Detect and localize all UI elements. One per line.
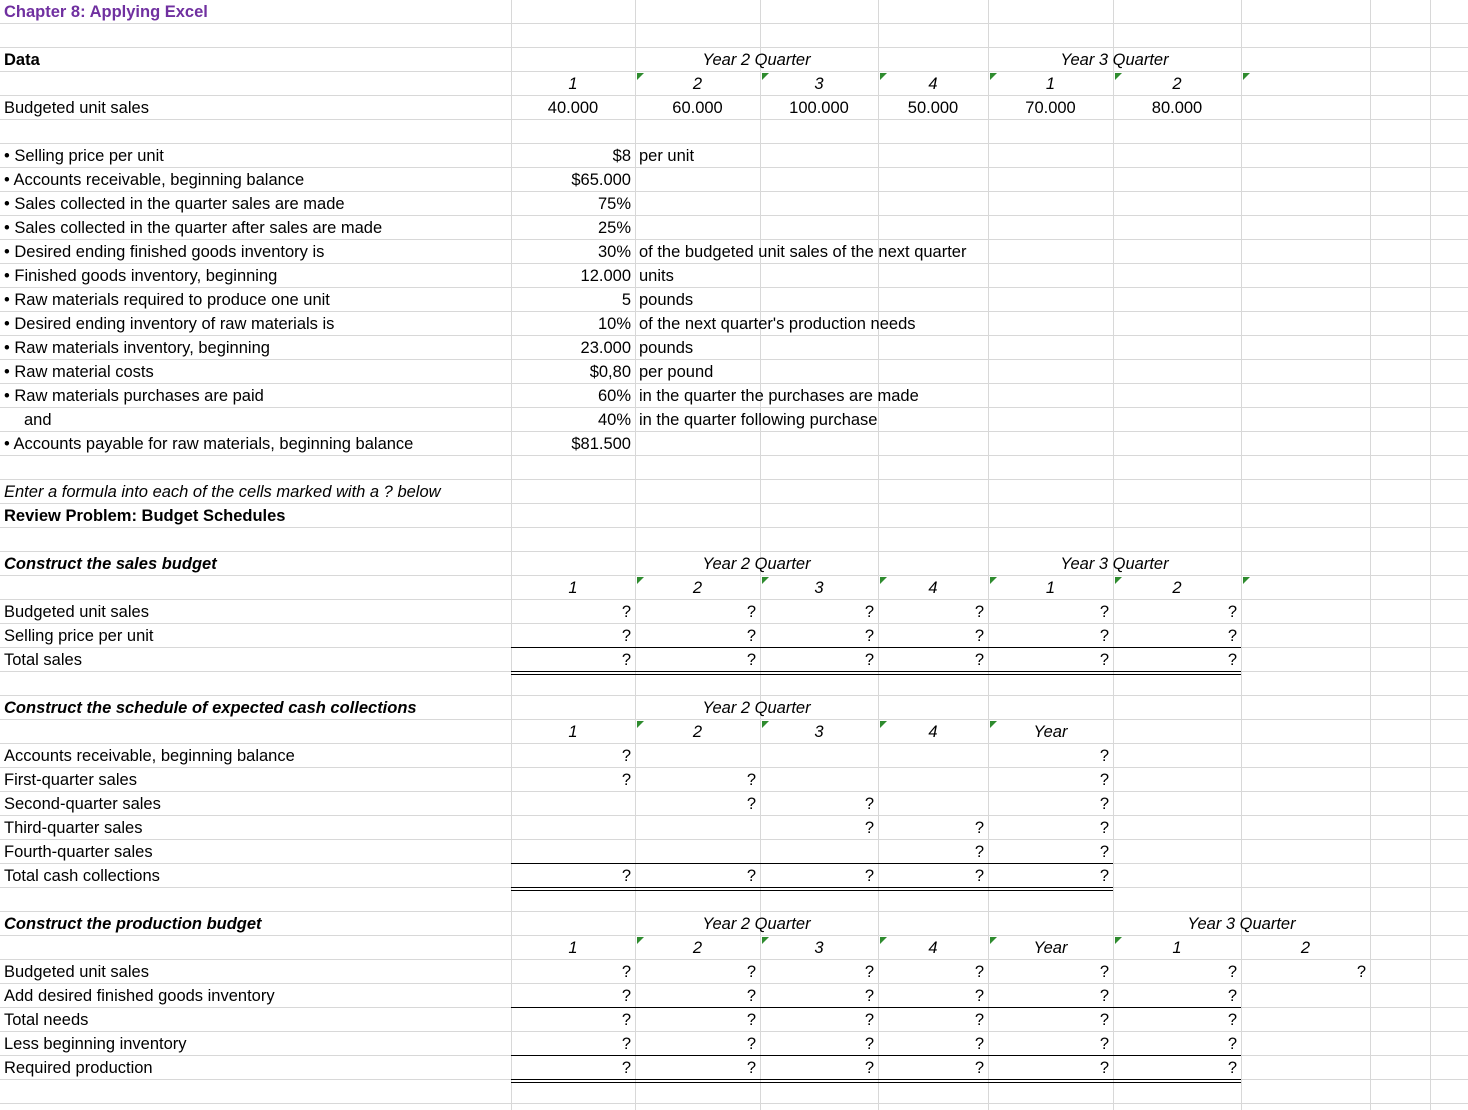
production-row-label[interactable]: Required production xyxy=(4,1059,153,1077)
parameter-value[interactable]: 75% xyxy=(597,195,631,213)
parameter-note[interactable]: pounds xyxy=(639,339,694,357)
total-border xyxy=(511,887,1113,888)
parameter-value[interactable]: 12.000 xyxy=(580,267,631,285)
quarter-header[interactable]: 2 xyxy=(1300,939,1311,957)
formula-cell[interactable]: ? xyxy=(621,771,631,789)
quarter-header[interactable]: 3 xyxy=(814,75,824,93)
formula-cell[interactable]: ? xyxy=(864,1011,874,1029)
parameter-label[interactable]: • Sales collected in the quarter sales are made xyxy=(4,195,345,213)
quarter-header[interactable]: 2 xyxy=(692,939,703,957)
quarter-header[interactable]: 1 xyxy=(568,723,578,741)
parameter-value[interactable]: 23.000 xyxy=(580,339,631,357)
total-border xyxy=(511,863,1113,864)
formula-cell[interactable]: ? xyxy=(746,1035,756,1053)
parameter-note[interactable]: per unit xyxy=(639,147,695,165)
formula-cell[interactable]: ? xyxy=(864,603,874,621)
quarter-header[interactable]: 1 xyxy=(1172,939,1182,957)
parameter-value[interactable]: $0,80 xyxy=(589,363,631,381)
formula-cell[interactable]: ? xyxy=(864,1059,874,1077)
budgeted-unit-sales-value[interactable]: 80.000 xyxy=(1151,99,1203,117)
quarter-header[interactable]: 1 xyxy=(1045,579,1056,597)
review-problem-title[interactable]: Review Problem: Budget Schedules xyxy=(4,507,286,525)
formula-cell[interactable]: ? xyxy=(864,1035,874,1053)
year3-quarter-header[interactable]: Year 3 Quarter xyxy=(1060,51,1169,69)
budgeted-unit-sales-value[interactable]: 60.000 xyxy=(672,99,723,117)
cash-collections-title[interactable]: Construct the schedule of expected cash collections xyxy=(4,699,417,717)
formula-cell[interactable]: ? xyxy=(746,795,756,813)
production-year3-header[interactable]: Year 3 Quarter xyxy=(1187,915,1296,933)
sales-row-label[interactable]: Selling price per unit xyxy=(4,627,154,645)
production-row-label[interactable]: Less beginning inventory xyxy=(4,1035,187,1053)
error-indicator-icon xyxy=(1243,73,1250,80)
formula-cell[interactable]: ? xyxy=(974,819,984,837)
parameter-value[interactable]: 60% xyxy=(597,387,631,405)
formula-cell[interactable]: ? xyxy=(974,1059,984,1077)
total-border xyxy=(511,890,1113,891)
budgeted-unit-sales-value[interactable]: 50.000 xyxy=(907,99,959,117)
formula-cell[interactable]: ? xyxy=(621,1059,631,1077)
budgeted-unit-sales-label[interactable]: Budgeted unit sales xyxy=(4,99,149,117)
formula-cell[interactable]: ? xyxy=(974,1011,984,1029)
production-budget-title[interactable]: Construct the production budget xyxy=(4,915,262,933)
formula-cell[interactable]: ? xyxy=(1099,651,1109,669)
parameter-note[interactable]: of the budgeted unit sales of the next quarter xyxy=(639,243,967,261)
parameter-note[interactable]: per pound xyxy=(639,363,714,381)
quarter-header[interactable]: 4 xyxy=(928,579,938,597)
formula-cell[interactable]: ? xyxy=(621,1035,631,1053)
parameter-label[interactable]: • Raw materials inventory, beginning xyxy=(4,339,270,357)
production-year-header[interactable]: Year xyxy=(1033,939,1068,957)
quarter-header[interactable]: 4 xyxy=(928,75,938,93)
formula-cell[interactable]: ? xyxy=(746,603,756,621)
cash-row-label[interactable]: Accounts receivable, beginning balance xyxy=(4,747,295,765)
formula-cell[interactable]: ? xyxy=(746,771,756,789)
formula-cell[interactable]: ? xyxy=(621,867,631,885)
parameter-value[interactable]: $81.500 xyxy=(571,435,631,453)
sales-year3-header[interactable]: Year 3 Quarter xyxy=(1060,555,1169,573)
parameter-label[interactable]: • Selling price per unit xyxy=(4,147,164,165)
sales-row-label[interactable]: Total sales xyxy=(4,651,82,669)
sales-budget-title[interactable]: Construct the sales budget xyxy=(4,555,217,573)
parameter-label[interactable]: • Raw materials purchases are paid xyxy=(4,387,264,405)
sales-row-label[interactable]: Budgeted unit sales xyxy=(4,603,149,621)
cash-row-label[interactable]: First-quarter sales xyxy=(4,771,137,789)
cash-year-header[interactable]: Year xyxy=(1033,723,1068,741)
quarter-header[interactable]: 4 xyxy=(928,723,938,741)
parameter-value[interactable]: 25% xyxy=(597,219,631,237)
formula-cell[interactable]: ? xyxy=(621,651,631,669)
parameter-note[interactable]: in the quarter the purchases are made xyxy=(639,387,919,405)
formula-cell[interactable]: ? xyxy=(974,843,984,861)
section-label-data[interactable]: Data xyxy=(4,51,40,69)
total-border xyxy=(511,1007,1241,1008)
budgeted-unit-sales-value[interactable]: 40.000 xyxy=(547,99,599,117)
formula-cell[interactable]: ? xyxy=(746,867,756,885)
quarter-header[interactable]: 4 xyxy=(928,939,938,957)
gridline-col xyxy=(1370,0,1371,1110)
parameter-label[interactable]: • Raw materials required to produce one unit xyxy=(4,291,330,309)
cash-year2-header[interactable]: Year 2 Quarter xyxy=(702,699,811,717)
production-year2-header[interactable]: Year 2 Quarter xyxy=(702,915,811,933)
parameter-label[interactable]: • Raw material costs xyxy=(4,363,154,381)
formula-cell[interactable]: ? xyxy=(974,963,984,981)
parameter-value[interactable]: 40% xyxy=(597,411,631,429)
formula-cell[interactable]: ? xyxy=(1356,963,1366,981)
error-indicator-icon xyxy=(1243,577,1250,584)
parameter-label[interactable]: • Desired ending finished goods inventory is xyxy=(4,243,325,261)
formula-cell[interactable]: ? xyxy=(1099,627,1109,645)
formula-cell[interactable]: ? xyxy=(621,987,631,1005)
parameter-label[interactable]: • Accounts payable for raw materials, beginning balance xyxy=(4,435,414,453)
quarter-header[interactable]: 3 xyxy=(814,939,824,957)
formula-cell[interactable]: ? xyxy=(1099,603,1109,621)
formula-cell[interactable]: ? xyxy=(974,867,984,885)
quarter-header[interactable]: 1 xyxy=(568,579,578,597)
formula-cell[interactable]: ? xyxy=(974,651,984,669)
formula-cell[interactable]: ? xyxy=(864,987,874,1005)
formula-cell[interactable]: ? xyxy=(1099,819,1109,837)
quarter-header[interactable]: 3 xyxy=(814,579,824,597)
gridline-col xyxy=(1430,0,1431,1110)
formula-cell[interactable]: ? xyxy=(621,963,631,981)
formula-cell[interactable]: ? xyxy=(1227,1035,1237,1053)
sales-year2-header[interactable]: Year 2 Quarter xyxy=(702,555,811,573)
parameter-note[interactable]: of the next quarter's production needs xyxy=(639,315,916,333)
formula-cell[interactable]: ? xyxy=(1227,963,1237,981)
cash-row-label[interactable]: Total cash collections xyxy=(4,867,160,885)
formula-cell[interactable]: ? xyxy=(864,795,874,813)
formula-cell[interactable]: ? xyxy=(621,627,631,645)
parameter-value[interactable]: 30% xyxy=(597,243,631,261)
production-row-label[interactable]: Add desired finished goods inventory xyxy=(4,987,275,1005)
formula-cell[interactable]: ? xyxy=(1099,747,1109,765)
formula-cell[interactable]: ? xyxy=(1099,1059,1109,1077)
formula-cell[interactable]: ? xyxy=(746,987,756,1005)
formula-cell[interactable]: ? xyxy=(864,627,874,645)
formula-cell[interactable]: ? xyxy=(1099,843,1109,861)
formula-cell[interactable]: ? xyxy=(1099,1011,1109,1029)
formula-cell[interactable]: ? xyxy=(1099,1035,1109,1053)
formula-cell[interactable]: ? xyxy=(746,963,756,981)
formula-cell[interactable]: ? xyxy=(1227,651,1237,669)
formula-cell[interactable]: ? xyxy=(1099,771,1109,789)
instruction-text[interactable]: Enter a formula into each of the cells marked with a ? below xyxy=(4,483,441,501)
quarter-header[interactable]: 2 xyxy=(1172,579,1182,597)
production-row-label[interactable]: Total needs xyxy=(4,1011,89,1029)
formula-cell[interactable]: ? xyxy=(1227,627,1237,645)
formula-cell[interactable]: ? xyxy=(621,603,631,621)
quarter-header[interactable]: 1 xyxy=(568,939,578,957)
parameter-value[interactable]: 5 xyxy=(621,291,631,309)
year2-quarter-header[interactable]: Year 2 Quarter xyxy=(702,51,811,69)
formula-cell[interactable]: ? xyxy=(864,651,874,669)
cash-row-label[interactable]: Third-quarter sales xyxy=(4,819,143,837)
total-border xyxy=(511,1079,1241,1080)
formula-cell[interactable]: ? xyxy=(1099,867,1109,885)
total-border xyxy=(511,671,1241,672)
quarter-header[interactable]: 2 xyxy=(692,579,703,597)
quarter-header[interactable]: 2 xyxy=(692,75,703,93)
quarter-header[interactable]: 1 xyxy=(1045,75,1056,93)
quarter-header[interactable]: 1 xyxy=(568,75,578,93)
parameter-value[interactable]: 10% xyxy=(597,315,631,333)
page-title[interactable]: Chapter 8: Applying Excel xyxy=(4,3,208,21)
formula-cell[interactable]: ? xyxy=(746,1011,756,1029)
cash-row-label[interactable]: Second-quarter sales xyxy=(4,795,161,813)
gridline-row xyxy=(0,1103,1468,1104)
formula-cell[interactable]: ? xyxy=(1227,987,1237,1005)
parameter-label[interactable]: • Accounts receivable, beginning balance xyxy=(4,171,305,189)
production-row-label[interactable]: Budgeted unit sales xyxy=(4,963,149,981)
quarter-header[interactable]: 2 xyxy=(1172,75,1182,93)
formula-cell[interactable]: ? xyxy=(621,1011,631,1029)
total-border xyxy=(511,1055,1241,1056)
total-border xyxy=(511,647,1241,648)
cash-row-label[interactable]: Fourth-quarter sales xyxy=(4,843,153,861)
budgeted-unit-sales-value[interactable]: 100.000 xyxy=(789,99,849,117)
formula-cell[interactable]: ? xyxy=(1227,1059,1237,1077)
parameter-label[interactable]: • Sales collected in the quarter after sales are made xyxy=(4,219,383,237)
formula-cell[interactable]: ? xyxy=(974,603,984,621)
formula-cell[interactable]: ? xyxy=(864,819,874,837)
total-border xyxy=(511,1082,1241,1083)
formula-cell[interactable]: ? xyxy=(864,867,874,885)
parameter-label[interactable]: and xyxy=(24,411,52,429)
formula-cell[interactable]: ? xyxy=(746,651,756,669)
parameter-note[interactable]: units xyxy=(639,267,674,285)
parameter-note[interactable]: pounds xyxy=(639,291,694,309)
formula-cell[interactable]: ? xyxy=(974,627,984,645)
parameter-value[interactable]: $65.000 xyxy=(571,171,631,189)
formula-cell[interactable]: ? xyxy=(974,1035,984,1053)
budgeted-unit-sales-value[interactable]: 70.000 xyxy=(1025,99,1076,117)
total-border xyxy=(511,674,1241,675)
formula-cell[interactable]: ? xyxy=(864,963,874,981)
parameter-label[interactable]: • Desired ending inventory of raw materials is xyxy=(4,315,335,333)
quarter-header[interactable]: 3 xyxy=(814,723,824,741)
formula-cell[interactable]: ? xyxy=(1099,795,1109,813)
quarter-header[interactable]: 2 xyxy=(692,723,703,741)
formula-cell[interactable]: ? xyxy=(1099,963,1109,981)
parameter-value[interactable]: $8 xyxy=(612,147,631,165)
parameter-label[interactable]: • Finished goods inventory, beginning xyxy=(4,267,278,285)
formula-cell[interactable]: ? xyxy=(746,627,756,645)
formula-cell[interactable]: ? xyxy=(621,747,631,765)
formula-cell[interactable]: ? xyxy=(974,987,984,1005)
formula-cell[interactable]: ? xyxy=(1227,1011,1237,1029)
formula-cell[interactable]: ? xyxy=(1099,987,1109,1005)
formula-cell[interactable]: ? xyxy=(1227,603,1237,621)
parameter-note[interactable]: in the quarter following purchase xyxy=(639,411,878,429)
formula-cell[interactable]: ? xyxy=(746,1059,756,1077)
